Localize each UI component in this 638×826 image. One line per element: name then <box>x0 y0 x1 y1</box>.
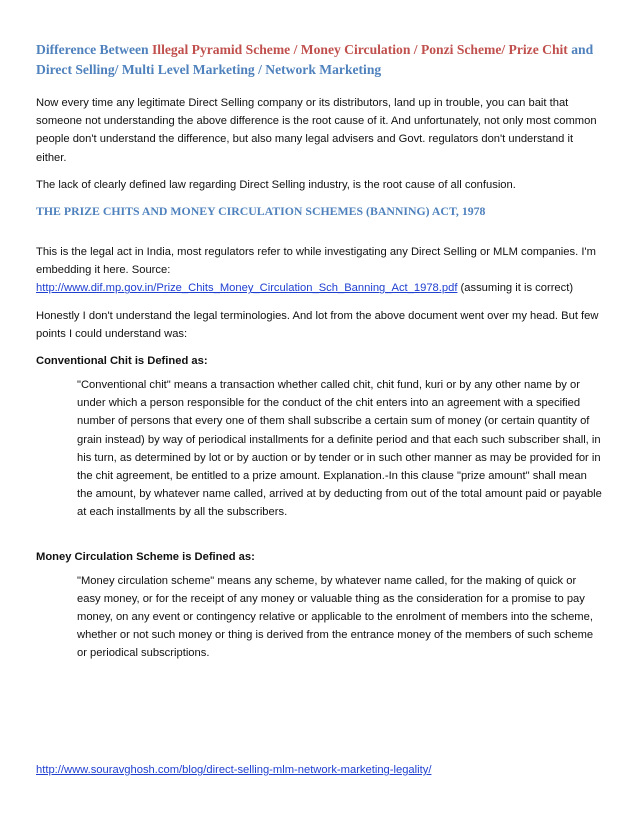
title-part-3: and Direct Selling/ Multi Level Marketing / Network Marketing <box>36 42 594 77</box>
act-source-link[interactable]: http://www.dif.mp.gov.in/Prize_Chits_Money_Circulation_Sch_Banning_Act_1978.pdf <box>36 282 458 295</box>
money-circulation-label: Money Circulation Scheme is Defined as: <box>36 550 255 563</box>
act-link-note: (assuming it is correct) <box>457 282 574 295</box>
conventional-chit-label: Conventional Chit is Defined as: <box>36 355 208 368</box>
conventional-chit-definition: "Conventional chit" means a transaction whether called chit, chit fund, kuri or by any other name by or under which a person responsible for the conduct of the chit enters into an agreement with a specified number of persons that every one of them shall subscribe a certain sum of money (or certain quantity of grain instead) by way of periodical installments for a definite period and that each such subscriber shall, in his turn, as determined by lot or by auction or by tender or in such other manner as may be provided for in the chit agreement, be entitled to a prize amount. Explanation.-In this clause "prize amount" shall mean the amount, by whatever name called, arrived at by deducting from out of the total amount paid or payable at each installments by all the subscribers. <box>77 379 602 519</box>
title-part-1: Difference Between <box>36 42 152 57</box>
act-heading: THE PRIZE CHITS AND MONEY CIRCULATION SCHEMES (BANNING) ACT, 1978 <box>36 204 486 219</box>
footer-source-link[interactable]: http://www.souravghosh.com/blog/direct-selling-mlm-network-marketing-legality/ <box>36 764 432 776</box>
act-paragraph <box>36 243 602 298</box>
act-intro-text: This is the legal act in India, most regulators refer to while investigating any Direct Selling or MLM companies. I'm embedding it here. Source: <box>36 246 596 277</box>
intro-paragraph-1: Now every time any legitimate Direct Selling company or its distributors, land up in trouble, you can bait that someone not understanding the above difference is the root cause of it. And unfortunately, not only most common people don't understand the difference, but also many legal advisers and Govt. regulators don't understand it either. <box>36 97 597 164</box>
intro-paragraph-2: The lack of clearly defined law regarding Direct Selling industry, is the root cause of all confusion. <box>36 178 516 191</box>
money-circulation-definition: "Money circulation scheme" means any scheme, by whatever name called, for the making of quick or easy money, or for the receipt of any money or valuable thing as the consideration for a promise to pay money, on any event or contingency relative or applicable to the enrolment of members into the scheme, whether or not such money or thing is derived from the entrance money of the members of such scheme or periodical subscriptions. <box>77 574 594 660</box>
title-part-2: Illegal Pyramid Scheme / Money Circulation / Ponzi Scheme/ Prize Chit <box>152 42 568 57</box>
understanding-paragraph: Honestly I don't understand the legal terminologies. And lot from the above document went over my head. But few points I could understand was: <box>36 309 599 340</box>
page-title <box>36 40 602 80</box>
